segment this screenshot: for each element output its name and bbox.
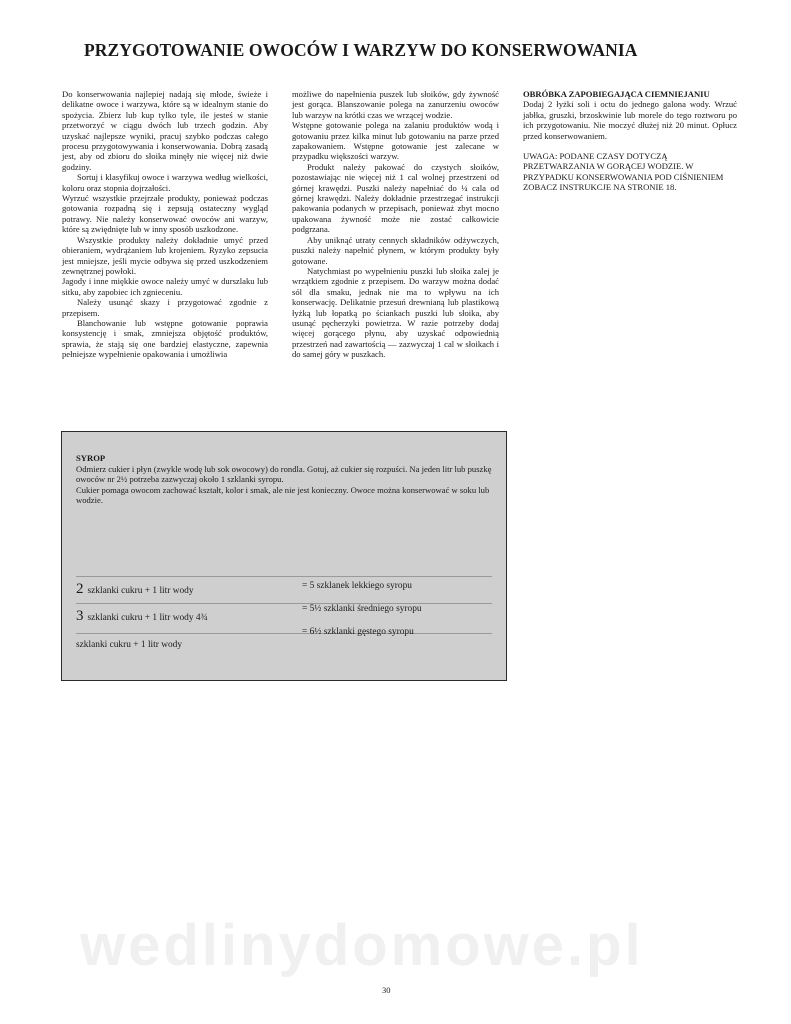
section-heading: OBRÓBKA ZAPOBIEGAJĄCA CIEMNIEJANIU — [523, 89, 710, 99]
ingredients: szklanki cukru + 1 litr wody 4¾ — [87, 613, 208, 623]
page-number: 30 — [382, 985, 391, 995]
syrup-row-3-left — [76, 640, 182, 650]
paragraph: Odmierz cukier i płyn (zwykle wodę lub sok owocowy) do rondla. Gotuj, aż cukier się rozpuści. Na jeden litr lub puszkę owoców nr 2½ potrzeba zazwyczaj około 1 szklanki syropu. — [76, 464, 492, 485]
divider — [76, 576, 492, 577]
paragraph: Sortuj i klasyfikuj owoce i warzywa według wielkości, koloru oraz stopnia dojrzałości. — [62, 172, 268, 193]
syrup-row-1-left — [76, 581, 194, 598]
note: UWAGA: PODANE CZASY DOTYCZĄ PRZETWARZANIA W GORĄCEJ WODZIE. W PRZYPADKU KONSERWOWANIA POD CIŚNIENIEM ZOBACZ INSTRUKCJE NA STRONIE 18. — [523, 151, 724, 193]
ingredients: szklanki cukru + 1 litr wody — [76, 640, 183, 650]
paragraph: Jagody i inne miękkie owoce należy umyć w durszlaku lub sitku, aby zapobiec ich zgnieceniu. — [62, 276, 268, 297]
page-title: PRZYGOTOWANIE OWOCÓW I WARZYW DO KONSERWOWANIA — [84, 40, 638, 60]
column-2 — [292, 89, 499, 360]
paragraph: możliwe do napełnienia puszek lub słoików, gdy żywność jest gorąca. Blanszowanie polega na zanurzeniu owoców lub warzyw na krótki czas we wrzącej wodzie. — [292, 89, 499, 120]
syrup-heading: SYROP — [76, 453, 106, 463]
quantity: 3 — [76, 608, 84, 624]
ingredients: szklanki cukru + 1 litr wody — [87, 586, 194, 596]
syrup-box — [61, 431, 507, 681]
paragraph: Do konserwowania najlepiej nadają się młode, świeże i delikatne owoce i warzywa, które są w idealnym stanie do spożycia. Zbierz lub kup tylko tyle, ile jesteś w stanie przetworzyć w ciągu dwóch lub trzech godzin. Aby uzyskać najlepsze wyniki, pracuj szybko podczas całego procesu przygotowywania i konserwowania. Dobrą zasadą jest, aby od zbioru do słoika minęły nie więcej niż dwie godziny. — [62, 89, 268, 172]
paragraph: Dodaj 2 łyżki soli i octu do jednego galona wody. Wrzuć jabłka, gruszki, brzoskwinie lub morele do tego roztworu po ich przygotowaniu. Nie moczyć dłużej niż 20 minut. Opłucz przed konserwowaniem. — [523, 99, 737, 141]
paragraph: Blanchowanie lub wstępne gotowanie poprawia konsystencję i smak, zmniejsza objętość produktów, sprawia, że stają się one bardziej elastyczne, zapewnia pełniejsze wypełnienie opakowania i umożliwia — [62, 317, 268, 360]
syrup-text — [76, 464, 492, 505]
watermark: wedlinydomowe.pl — [80, 913, 644, 978]
paragraph: Produkt należy pakować do czystych słoików, pozostawiając nie więcej niż 1 cal wolnej przestrzeni od górnej krawędzi. Puszki należy napełniać do ¼ cala od górnej krawędzi. Należy dokładnie przestrzegać instrukcji pakowania podanych w przepisach, ponieważ zbyt mocno upakowana żywność może nie zostać całkowicie podgrzana. — [292, 161, 499, 235]
paragraph: Należy usunąć skazy i przygotować zgodnie z przepisem. — [62, 297, 268, 318]
paragraph: Wszystkie produkty należy dokładnie umyć przed obieraniem, wydrążaniem lub krojeniem. Ryzyko zepsucia jest mniejsze, jeśli mycie odbywa się przed uszkodzeniem zewnętrznej powłoki. — [62, 234, 268, 276]
syrup-row-3-result: = 6½ szklanki gęstego syropu — [302, 627, 414, 637]
paragraph: Natychmiast po wypełnieniu puszki lub słoika zalej je wrzątkiem zgodnie z przepisem. Do warzyw można dodać sól dla smaku, jednak nie ma to wpływu na ich konserwację. Delikatnie przesuń drewnianą lub plastikową łyżką lub łopatką po ściankach puszki lub słoika, aby usunąć pęcherzyki powietrza. W razie potrzeby dodaj więcej gorącego płynu, aby uzyskać odpowiednią przestrzeń nad zawartością — zazwyczaj 1 cal w słoikach i do samej góry w puszkach. — [292, 265, 499, 360]
paragraph: Aby uniknąć utraty cennych składników odżywczych, puszki należy napełnić płynem, w którym produkty były gotowane. — [292, 234, 499, 266]
column-1 — [62, 89, 268, 360]
divider — [76, 603, 492, 604]
paragraph: Wstępne gotowanie polega na zalaniu produktów wodą i gotowaniu przez kilka minut lub gotowaniu na parze przed zapakowaniem. Wstępne gotowanie jest zalecane w przypadku większości warzyw. — [292, 120, 499, 162]
syrup-row-1-result: = 5 szklanek lekkiego syropu — [302, 581, 412, 591]
syrup-row-2-left — [76, 608, 208, 625]
paragraph: Wyrzuć wszystkie przejrzałe produkty, ponieważ podczas gotowania rozpadną się i zepsują ostateczny wygląd potrawy. Nie należy konserwować owoców ani warzyw, które są zwiędnięte lub w inny sposób uszkodzone. — [62, 193, 268, 235]
quantity: 2 — [76, 581, 84, 597]
column-3 — [523, 89, 737, 193]
syrup-row-2-result: = 5½ szklanki średniego syropu — [302, 604, 422, 614]
divider — [76, 633, 492, 634]
paragraph: Cukier pomaga owocom zachować kształt, kolor i smak, ale nie jest konieczny. Owoce można konserwować w soku lub wodzie. — [76, 484, 490, 505]
